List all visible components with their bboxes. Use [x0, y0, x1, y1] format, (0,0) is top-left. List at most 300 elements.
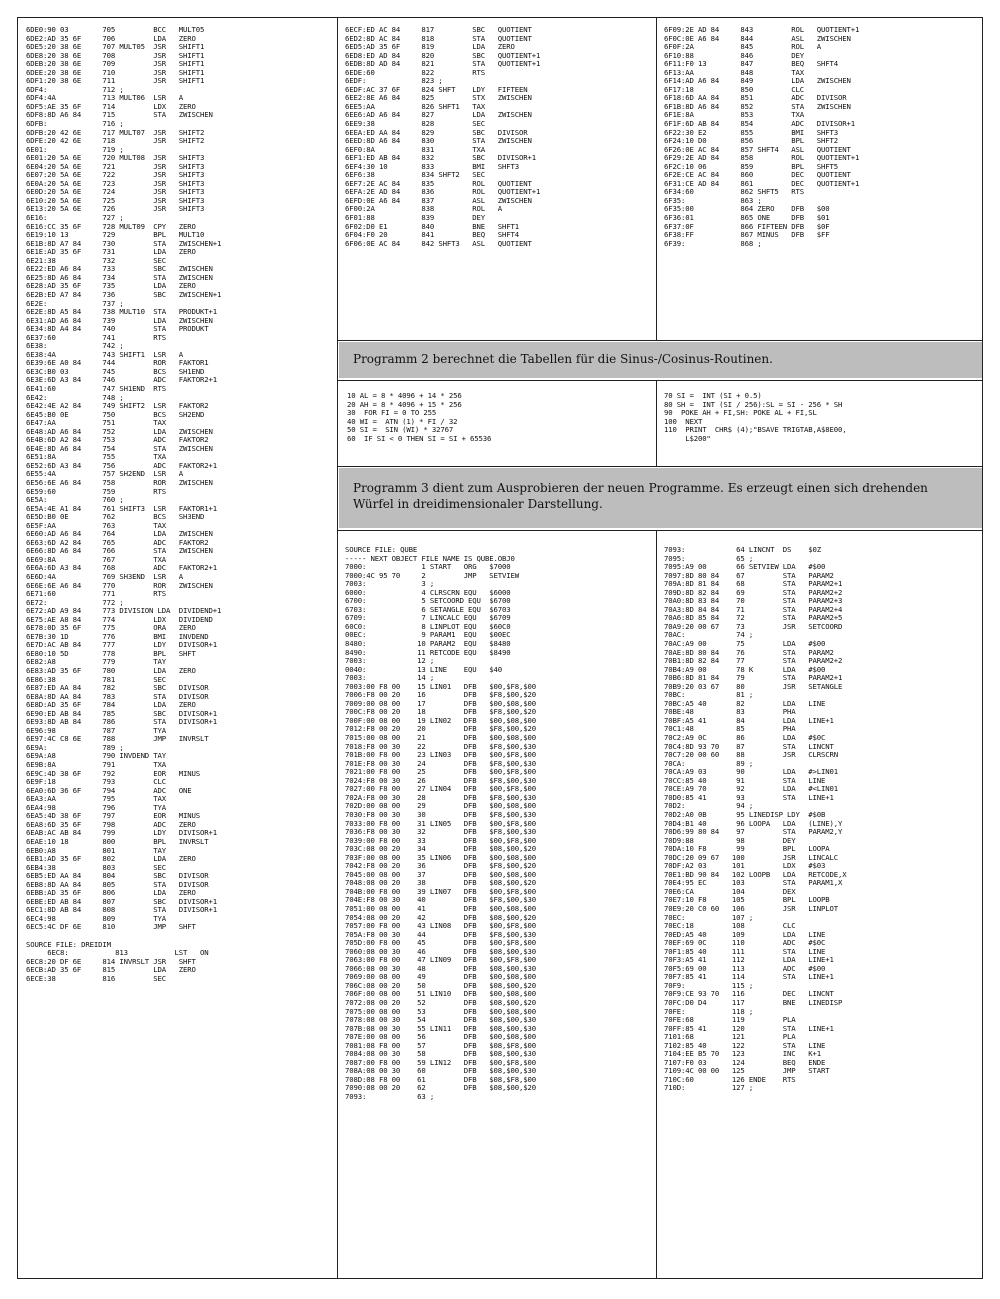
code-line: 6F18:6D AA 84 851 ADC DIVISOR [664, 93, 847, 103]
code-line: 110 PRINT CHR$ (4);"BSAVE TRIGTAB,A$8E00, [664, 425, 847, 435]
code-line: 70DF:A2 03 101 LDX #$03 [664, 861, 826, 871]
code-line: 6E93:8D AB 84 786 STA DIVISOR+1 [26, 717, 217, 727]
code-line: 701B:00 F8 00 23 LIN03 DFB $00,$F8,$00 [345, 750, 536, 760]
code-line: 6E25:8D A6 84 734 STA ZWISCHEN [26, 272, 213, 282]
code-line: SOURCE FILE: DREIDIM [26, 939, 111, 949]
code-line: 40 WI = ATN (1) * FI / 32 [347, 416, 458, 426]
code-line: 6EE2:8E A6 84 825 STX ZWISCHEN [345, 93, 532, 103]
code-line: 7018:F8 00 30 22 DFB $F8,$00,$30 [345, 741, 536, 751]
code-line: 6ED8:ED AD 84 820 SBC QUOTIENT+1 [345, 50, 541, 60]
code-line: 6E5F:AA 763 TAX [26, 520, 167, 530]
code-line: 6EA8:6D 35 6F 798 ADC ZERO [26, 819, 196, 829]
code-line: 70B1:8D 82 84 77 STA PARAM2+2 [664, 656, 843, 666]
code-line: 6DEB:20 38 6E 709 JSR SHIFT1 [26, 59, 205, 69]
code-line: 6DE0:90 03 705 BCC MULT05 [26, 26, 205, 34]
code-line: 6E1B:8D A7 84 730 STA ZWISCHEN+1 [26, 238, 222, 248]
code-line: 701E:F8 00 30 24 DFB $F8,$00,$30 [345, 758, 536, 768]
code-line: 707B:08 00 30 55 LIN11 DFB $08,$00,$30 [345, 1023, 536, 1033]
code-line: 70BF:A5 41 84 LDA LINE+1 [664, 715, 834, 725]
code-line: 6E59:60 759 RTS [26, 486, 167, 496]
code-line: 6F1E:8A 853 TXA [664, 110, 805, 120]
code-line: 60C0: 8 LINPLOT EQU $60C0 [345, 621, 511, 631]
code-line: 6EB8:8D AA 84 805 STA DIVISOR [26, 879, 209, 889]
code-line: 6F02:D0 E1 840 BNE SHFT1 [345, 221, 519, 231]
code-line: 6E13:20 5A 6E 726 JSR SHIFT3 [26, 204, 205, 214]
code-line: 6E19:10 13 729 BPL MULT10 [26, 230, 205, 240]
code-line: 705A:F8 00 30 44 DFB $F8,$00,$30 [345, 929, 536, 939]
code-line: 6E75:AE A8 84 774 LDX DIVIDEND [26, 614, 213, 624]
code-line: 7093: 63 ; [345, 1092, 435, 1101]
code-line: 7039:00 F8 00 33 DFB $00,$F8,$00 [345, 835, 536, 845]
code-line: 6E28:AD 35 6F 735 LDA ZERO [26, 281, 196, 291]
code-line: 70DC:20 09 67 100 JSR LINCALC [664, 852, 838, 862]
code-line: 8490: 11 RETCODE EQU $8490 [345, 647, 511, 657]
code-line: 7051:00 08 00 41 DFB $00,$08,$00 [345, 903, 536, 913]
code-line: 6F22:30 E2 855 BMI SHFT3 [664, 127, 838, 137]
code-line: 6E16:CC 35 6F 728 MULT09 CPY ZERO [26, 221, 196, 231]
code-line: 70AC: 74 ; [664, 630, 754, 640]
code-line: 6E66:8D A6 84 766 STA ZWISCHEN [26, 546, 213, 556]
code-line: 6F1F:6D AB 84 854 ADC DIVISOR+1 [664, 119, 855, 129]
code-line: 70CA: 89 ; [664, 758, 754, 768]
code-line: 70D9:88 98 DEY [664, 835, 796, 845]
code-line: 6E52:6D A3 84 756 ADC FAKTOR2+1 [26, 460, 217, 470]
code-line: 6DF8:8D A6 84 715 STA ZWISCHEN [26, 110, 213, 120]
program2-basic-right [664, 392, 978, 462]
code-line: 6E7D:AC AB 84 777 LDY DIVISOR+1 [26, 640, 217, 650]
code-line: 7003:00 F8 00 15 LIN01 DFB $00,$F8,$00 [345, 681, 536, 691]
code-line: 70B4:A9 00 78 K LDA #$00 [664, 664, 826, 674]
code-line: 6EA4:98 796 TYA [26, 802, 167, 812]
code-line: 7095:A9 00 66 SETVIEW LDA #$00 [664, 562, 826, 572]
code-line: 705D:00 F8 00 45 DFB $00,$F8,$00 [345, 938, 536, 948]
code-line: 6DFB: 716 ; [26, 119, 124, 129]
code-line: 7015:00 08 00 21 DFB $00,$08,$00 [345, 733, 536, 743]
code-line: 6EDE:60 822 RTS [345, 67, 486, 77]
code-line: 00EC: 9 PARAM1 EQU $00EC [345, 630, 511, 640]
code-line: 6E6E:6E A6 84 770 ROR ZWISCHEN [26, 580, 213, 590]
code-line: 6EF4:30 10 833 BMI SHFT3 [345, 161, 519, 171]
code-line: 6E5D:B0 0E 762 BCS SH3END [26, 512, 205, 522]
code-line: 70E4:95 EC 103 STA PARAM1,X [664, 878, 843, 888]
code-line: 6E0A:20 5A 6E 723 JSR SHIFT3 [26, 178, 205, 188]
code-line: 8480: 10 PARAM2 EQU $8480 [345, 639, 511, 649]
code-line: 6E69:8A 767 TXA [26, 554, 167, 564]
code-line: 6EFA:2E AD 84 836 ROL QUOTIENT+1 [345, 187, 541, 197]
code-line: 6F06:0E AC 84 842 SHFT3 ASL QUOTIENT [345, 238, 532, 248]
code-line: 6F0F:2A 845 ROL A [664, 42, 821, 52]
code-line: 7102:85 40 122 STA LINE [664, 1040, 826, 1050]
code-line: 7003: 3 ; [345, 579, 435, 589]
code-line: 70BC: 81 ; [664, 690, 754, 700]
code-line: 6000: 4 CLRSCRN EQU $6000 [345, 587, 511, 597]
code-line: 70F3:A5 41 112 LDA LINE+1 [664, 955, 834, 965]
code-line: 6EA5:4D 38 6F 797 EOR MINUS [26, 811, 200, 821]
code-line: 7000:4C 95 70 2 JMP SETVIEW [345, 570, 519, 580]
code-line: 6F31:CE AD 84 861 DEC QUOTIENT+1 [664, 178, 860, 188]
code-line: 6EB5:ED AA 84 804 SBC DIVISOR [26, 871, 209, 881]
code-line: 6DFB:20 42 6E 717 MULT07 JSR SHIFT2 [26, 127, 205, 137]
code-line: 6E8A:8D AA 84 783 STA DIVISOR [26, 691, 209, 701]
code-line: 70E6:CA 104 DEX [664, 886, 796, 896]
code-line: 7048:08 00 20 38 DFB $08,$00,$20 [345, 878, 536, 888]
code-line: 6E22:ED A6 84 733 SBC ZWISCHEN [26, 264, 213, 274]
code-line: 70FE:68 119 PLA [664, 1015, 796, 1025]
code-line: 7084:08 00 30 58 DFB $08,$00,$30 [345, 1049, 536, 1059]
code-line: 6EC8:20 DF 6E 814 INVRSLT JSR SHFT [26, 956, 196, 966]
code-line: 6F10:88 846 DEY [664, 50, 805, 60]
code-line: 7090:08 00 20 62 DFB $08,$00,$20 [345, 1083, 536, 1093]
code-line: 6E16: 727 ; [26, 213, 124, 223]
code-line: 70E7:10 F8 105 BPL LOOPB [664, 895, 830, 905]
code-line: 6E4B:6D A2 84 753 ADC FAKTOR2 [26, 435, 209, 445]
code-line: 70F1:85 40 111 STA LINE [664, 946, 826, 956]
code-line: 70DA:10 F8 99 BPL LOOPA [664, 844, 830, 854]
code-line: 6F37:0F 866 FIFTEEN DFB $0F [664, 221, 830, 231]
code-line: 700F:00 08 00 19 LIN02 DFB $00,$08,$00 [345, 715, 536, 725]
assembly-listing-column-2 [345, 26, 651, 336]
code-line: 6E96:98 787 TYA [26, 725, 167, 735]
code-line: 70CE:A9 70 92 LDA #<LIN01 [664, 784, 838, 794]
code-line: 6E9A: 789 ; [26, 742, 124, 752]
code-line: 7042:F8 00 20 36 DFB $F8,$00,$20 [345, 861, 536, 871]
code-line: 7054:08 00 20 42 DFB $08,$00,$20 [345, 912, 536, 922]
code-line: 6F09:2E AD 84 843 ROL QUOTIENT+1 [664, 26, 860, 34]
code-line: 6E9A:A8 790 INVDEND TAY [26, 751, 167, 761]
code-line: 6E45:B0 0E 750 BCS SH2END [26, 409, 205, 419]
code-line: 6ECB:AD 35 6F 815 LDA ZERO [26, 965, 196, 975]
code-line: 6F2C:10 06 859 BPL SHFT5 [664, 161, 838, 171]
code-line: 6E2E:8D A5 84 738 MULT10 STA PRODUKT+1 [26, 307, 217, 317]
code-line: 6E04:20 5A 6E 721 JSR SHIFT3 [26, 161, 205, 171]
code-line: 6E55:4A 757 SH2END LSR A [26, 469, 183, 479]
code-line: 708A:08 00 30 60 DFB $08,$00,$30 [345, 1066, 536, 1076]
code-line: 70EC: 107 ; [664, 912, 754, 922]
code-line: 7078:08 00 30 54 DFB $08,$00,$30 [345, 1015, 536, 1025]
code-line: 7109:4C 00 00 125 JMP START [664, 1066, 830, 1076]
code-line: 6E41:60 747 SH1END RTS [26, 383, 167, 393]
code-line: 6EEA:ED AA 84 829 SBC DIVISOR [345, 127, 528, 137]
code-line: 80 SH = INT (SI / 256):SL = SI - 256 * SH [664, 399, 843, 409]
code-line: 7075:00 08 00 53 DFB $00,$08,$00 [345, 1006, 536, 1016]
code-line: 70C1:48 85 PHA [664, 724, 796, 734]
code-line: 6F11:F0 13 847 BEQ SHFT4 [664, 59, 838, 69]
code-line: 7087:00 F8 00 59 LIN12 DFB $00,$F8,$00 [345, 1057, 536, 1067]
code-line: 6E3E:6D A3 84 746 ADC FAKTOR2+1 [26, 375, 217, 385]
column-divider-1 [337, 17, 338, 1279]
code-line: 6E47:AA 751 TAX [26, 418, 167, 428]
code-line: 6EC4:98 809 TYA [26, 913, 167, 923]
code-line: 6F29:2E AD 84 858 ROL QUOTIENT+1 [664, 153, 860, 163]
code-line: 6E9B:8A 791 TXA [26, 760, 167, 770]
code-line: 7003: 14 ; [345, 673, 435, 683]
code-line: 6E80:10 5D 778 BPL SHFT [26, 648, 196, 658]
code-line: 6E42:4E A2 84 749 SHIFT2 LSR FAKTOR2 [26, 401, 209, 411]
code-line: 709A:8D 81 84 68 STA PARAM2+1 [664, 579, 843, 589]
code-line: 6DF4:4A 713 MULT06 LSR A [26, 93, 183, 103]
code-line: 6F13:AA 848 TAX [664, 67, 805, 77]
rule-above-caption2 [337, 340, 983, 341]
code-line: 6EF7:2E AC 84 835 ROL QUOTIENT [345, 178, 532, 188]
code-line: 6E72:AD A9 84 773 DIVISION LDA DIVIDEND+1 [26, 606, 222, 616]
code-line: 6EE6:AD A6 84 827 LDA ZWISCHEN [345, 110, 532, 120]
code-line: 6F14:AD A6 84 849 LDA ZWISCHEN [664, 76, 851, 86]
program2-divider [656, 380, 657, 466]
code-line: 6E0D:20 5A 6E 724 JSR SHIFT3 [26, 187, 205, 197]
code-line: 70C7:20 00 60 88 JSR CLRSCRN [664, 750, 838, 760]
code-line: 6EF0:8A 831 TXA [345, 144, 486, 154]
code-line: 6DE5:20 38 6E 707 MULT05 JSR SHIFT1 [26, 42, 205, 52]
code-line: 70A3:8D 84 84 71 STA PARAM2+4 [664, 604, 843, 614]
code-line: 6EB4:38 803 SEC [26, 862, 167, 872]
code-line: 703C:08 00 20 34 DFB $08,$00,$20 [345, 844, 536, 854]
code-line: 7097:8D 80 84 67 STA PARAM2 [664, 570, 834, 580]
code-line: 70FF:85 41 120 STA LINE+1 [664, 1023, 834, 1033]
code-line: 6E01:20 5A 6E 720 MULT08 JSR SHIFT3 [26, 153, 205, 163]
code-line: 7003: 12 ; [345, 656, 435, 666]
code-line: 70C4:8D 93 70 87 STA LINCNT [664, 741, 834, 751]
code-line: 706F:00 08 00 51 LIN10 DFB $00,$08,$00 [345, 989, 536, 999]
code-line: 6E8D:AD 35 6F 784 LDA ZERO [26, 700, 196, 710]
code-line: 6E10:20 5A 6E 725 JSR SHIFT3 [26, 195, 205, 205]
code-line: 6E63:6D A2 84 765 ADC FAKTOR2 [26, 537, 209, 547]
code-line: 6E2E: 737 ; [26, 298, 124, 308]
code-line: 7081:08 F8 00 57 DFB $08,$F8,$00 [345, 1040, 536, 1050]
code-line: 7063:00 F8 00 47 LIN09 DFB $00,$F8,$00 [345, 955, 536, 965]
code-line: 6ECF:ED AC 84 817 SBC QUOTIENT [345, 26, 532, 34]
code-line: 6E72: 772 ; [26, 597, 124, 607]
code-line: 6E6D:4A 769 SH3END LSR A [26, 572, 183, 581]
code-line: 70 SI = INT (SI + 0.5) [664, 392, 762, 400]
code-line: 6E31:AD A6 84 739 LDA ZWISCHEN [26, 315, 213, 325]
code-line: 7030:F8 00 30 30 DFB $F8,$00,$30 [345, 809, 536, 819]
code-line: 6E07:20 5A 6E 722 JSR SHIFT3 [26, 170, 205, 180]
code-line: 6E97:4C C8 6E 788 JMP INVRSLT [26, 734, 209, 744]
code-line: 70D2:A0 0B 95 LINEDISP LDY #$0B [664, 809, 826, 819]
program3-divider [656, 530, 657, 1279]
code-line: 6E3C:B0 03 745 BCS SH1END [26, 366, 205, 376]
code-line: 6E2B:ED A7 84 736 SBC ZWISCHEN+1 [26, 289, 222, 299]
code-line: 6E5A: 760 ; [26, 495, 124, 505]
code-line: 6EBE:ED AB 84 807 SBC DIVISOR+1 [26, 896, 217, 906]
code-line: 707E:00 08 00 56 DFB $00,$08,$00 [345, 1032, 536, 1042]
code-line: 6DF5:AE 35 6F 714 LDX ZERO [26, 101, 196, 111]
code-line: 90 POKE AH + FI,SH: POKE AL + FI,SL [664, 408, 817, 418]
code-line: 70FE: 118 ; [664, 1006, 754, 1016]
code-line: 6F01:88 839 DEY [345, 213, 486, 223]
code-line: 6EAB:AC AB 84 799 LDY DIVISOR+1 [26, 828, 217, 838]
code-line: 6EC5:4C DF 6E 810 JMP SHFT [26, 922, 196, 932]
code-line: 70B9:20 03 67 80 JSR SETANGLE [664, 681, 843, 691]
code-line: 70C2:A9 0C 86 LDA #$0C [664, 733, 826, 743]
code-line: 70EF:69 0C 110 ADC #$0C [664, 938, 826, 948]
code-line: 6DFE:20 42 6E 718 JSR SHIFT2 [26, 136, 205, 146]
code-line: L$200" [664, 433, 711, 443]
code-line: 6ED5:AD 35 6F 819 LDA ZERO [345, 42, 515, 52]
code-line: 6E34:8D A4 84 740 STA PRODUKT [26, 324, 209, 334]
code-line: 6EDB:8D AD 84 821 STA QUOTIENT+1 [345, 59, 541, 69]
code-line: 6E71:60 771 RTS [26, 589, 167, 599]
code-line: 6F34:60 862 SHFT5 RTS [664, 187, 805, 197]
qube-listing-left [345, 546, 651, 1274]
code-line: SOURCE FILE: QUBE [345, 546, 418, 554]
code-line: 6E78:0D 35 6F 775 ORA ZERO [26, 623, 196, 633]
code-line: 6E9C:4D 38 6F 792 EOR MINUS [26, 768, 200, 778]
code-line: 6F00:2A 838 ROL A [345, 204, 502, 214]
code-line: 7072:08 00 20 52 DFB $08,$00,$20 [345, 997, 536, 1007]
program2-caption: Programm 2 berechnet die Tabellen für die Sinus-/Cosinus-Routinen. [339, 342, 982, 378]
code-line: 6E39:6E A0 84 744 ROR FAKTOR1 [26, 358, 209, 368]
program3-caption: Programm 3 dient zum Ausprobieren der neuen Programme. Es erzeugt einen sich drehenden Würfel in dreidimensionaler Darstellung. [339, 468, 982, 528]
code-line: 6EAE:10 18 800 BPL INVRSLT [26, 836, 209, 846]
code-line: 6EA0:6D 36 6F 794 ADC ONE [26, 785, 192, 795]
code-line: 708D:08 F8 00 61 DFB $08,$F8,$00 [345, 1074, 536, 1084]
code-line: 70E1:BD 90 84 102 LOOPB LDA RETCODE,X [664, 869, 847, 879]
code-line: 6EFD:0E A6 84 837 ASL ZWISCHEN [345, 195, 532, 205]
code-line: 6E37:60 741 RTS [26, 332, 167, 342]
code-line: 6EB1:AD 35 6F 802 LDA ZERO [26, 854, 196, 864]
code-line: 7036:F8 00 30 32 DFB $F8,$00,$30 [345, 827, 536, 837]
code-line: 6DE2:AD 35 6F 706 LDA ZERO [26, 33, 196, 43]
code-line: 70BE:48 83 PHA [664, 707, 796, 717]
code-line: 6EC1:8D AB 84 808 STA DIVISOR+1 [26, 905, 217, 915]
code-line: 6ED2:8D AC 84 818 STA QUOTIENT [345, 33, 532, 43]
code-line: 7069:00 08 00 49 DFB $00,$08,$00 [345, 972, 536, 982]
code-line: 6709: 7 LINCALC EQU $6709 [345, 613, 511, 623]
code-line: 7033:00 F8 00 31 LIN05 DFB $00,$F8,$00 [345, 818, 536, 828]
code-line: 6E01: 719 ; [26, 144, 124, 154]
assembly-listing-column-1 [26, 26, 332, 1274]
code-line: 10 AL = 8 * 4096 + 14 * 256 [347, 392, 462, 400]
code-line: 100 NEXT [664, 416, 703, 426]
code-line: 70E9:20 C0 60 106 JSR LINPLOT [664, 903, 838, 913]
code-line: 6EBB:AD 35 6F 806 LDA ZERO [26, 888, 196, 898]
code-line: 70CC:85 40 91 STA LINE [664, 775, 826, 785]
code-line: 6703: 6 SETANGLE EQU $6703 [345, 604, 511, 614]
code-line: ----- NEXT OBJECT FILE NAME IS QUBE.OBJ0 [345, 553, 515, 563]
code-line: 6F35: 863 ; [664, 195, 762, 205]
code-line: 704B:00 F8 00 39 LIN07 DFB $00,$F8,$00 [345, 886, 536, 896]
code-line: 70D2: 94 ; [664, 801, 754, 811]
code-line: 6700: 5 SETCOORD EQU $6700 [345, 596, 511, 606]
code-line: 6EED:8D A6 84 830 STA ZWISCHEN [345, 136, 532, 146]
code-line: 20 AH = 8 * 4096 + 15 * 256 [347, 399, 462, 409]
code-line: 6E6A:6D A3 84 768 ADC FAKTOR2+1 [26, 563, 217, 573]
code-line: 70B6:8D 81 84 79 STA PARAM2+1 [664, 673, 843, 683]
code-line: 50 SI = SIN (WI) * 32767 [347, 425, 454, 435]
code-line: 70ED:A5 40 109 LDA LINE [664, 929, 826, 939]
code-line: 7057:00 F8 00 43 LIN08 DFB $00,$F8,$00 [345, 921, 536, 931]
code-line: 7095: 65 ; [664, 553, 754, 563]
code-line: 6F39: 868 ; [664, 238, 762, 248]
rule-above-caption3 [337, 466, 983, 467]
code-line: 6F38:FF 867 MINUS DFB $FF [664, 230, 830, 240]
code-line: 7021:00 F8 00 25 DFB $00,$F8,$00 [345, 767, 536, 777]
code-line: 70A9:20 00 67 73 JSR SETCOORD [664, 621, 843, 631]
code-line: 7012:F8 00 20 20 DFB $F8,$00,$20 [345, 724, 536, 734]
code-line: 6F26:0E AC 84 857 SHFT4 ASL QUOTIENT [664, 144, 851, 154]
code-line: 6F24:10 D0 856 BPL SHFT2 [664, 136, 838, 146]
code-line: 70BC:A5 40 82 LDA LINE [664, 698, 826, 708]
code-line: 7006:F8 00 20 16 DFB $F8,$00,$20 [345, 690, 536, 700]
code-line: 70FC:D0 D4 117 BNE LINEDISP [664, 997, 843, 1007]
code-line: 6E82:A8 779 TAY [26, 657, 167, 667]
code-line: 70D6:99 80 84 97 STA PARAM2,Y [664, 827, 843, 837]
code-line: 6E7B:30 1D 776 BMI INVDEND [26, 631, 209, 641]
code-line: 6E90:ED AB 84 785 SBC DIVISOR+1 [26, 708, 217, 718]
code-line: 6DF1:20 38 6E 711 JSR SHIFT1 [26, 76, 205, 86]
code-line: 6F04:F0 20 841 BEQ SHFT4 [345, 230, 519, 240]
code-line: 710C:60 126 ENDE RTS [664, 1074, 796, 1084]
code-line: 70CA:A9 03 90 LDA #>LIN01 [664, 767, 838, 777]
column-divider-2 [656, 17, 657, 340]
code-line: 6E9F:18 793 CLC [26, 777, 167, 787]
assembly-listing-column-3 [664, 26, 978, 336]
code-line: 6E42: 748 ; [26, 392, 124, 402]
code-line: 6E51:8A 755 TXA [26, 452, 167, 462]
code-line: 7066:08 00 30 48 DFB $08,$00,$30 [345, 963, 536, 973]
code-line: 6EC8: 813 LST ON [26, 948, 209, 958]
code-line: 706C:08 00 20 50 DFB $08,$00,$20 [345, 980, 536, 990]
code-line: 6EF6:38 834 SHFT2 SEC [345, 170, 486, 180]
code-line: 7045:00 08 00 37 DFB $00,$08,$00 [345, 869, 536, 879]
code-line: 710D: 127 ; [664, 1083, 754, 1093]
code-line: 70D4:B1 40 96 LOOPA LDA (LINE),Y [664, 818, 843, 828]
code-line: 70AE:8D 80 84 76 STA PARAM2 [664, 647, 834, 657]
code-line: 6E38:4A 743 SHIFT1 LSR A [26, 349, 183, 359]
rule-below-caption3 [337, 530, 983, 531]
rule-below-caption2 [337, 380, 983, 381]
code-line: 70A0:8D 83 84 70 STA PARAM2+3 [664, 596, 843, 606]
code-line: 6EDF:AC 37 6F 824 SHFT LDY FIFTEEN [345, 84, 528, 94]
code-line: 70F9: 115 ; [664, 980, 754, 990]
code-line: 6E60:AD A6 84 764 LDA ZWISCHEN [26, 529, 213, 539]
code-line: 709D:8D 82 84 69 STA PARAM2+2 [664, 587, 843, 597]
code-line: 702D:00 08 00 29 DFB $00,$08,$00 [345, 801, 536, 811]
code-line: 6EB0:A8 801 TAY [26, 845, 167, 855]
code-line: 60 IF SI < 0 THEN SI = SI + 65536 [347, 433, 492, 443]
code-line: 6E87:ED AA 84 782 SBC DIVISOR [26, 683, 209, 693]
code-line: 70D0:85 41 93 STA LINE+1 [664, 792, 834, 802]
code-line: 6EA3:AA 795 TAX [26, 794, 167, 804]
code-line: 6EE9:38 828 SEC [345, 119, 486, 129]
code-line: 7009:00 08 00 17 DFB $00,$08,$00 [345, 698, 536, 708]
code-line: 7000: 1 START ORG $7000 [345, 562, 511, 572]
code-line: 703F:00 08 00 35 LIN06 DFB $00,$08,$00 [345, 852, 536, 862]
code-line: 700C:F8 00 20 18 DFB $F8,$00,$20 [345, 707, 536, 717]
code-line: 6ECE:38 816 SEC [26, 973, 167, 983]
code-line: 6E48:AD A6 84 752 LDA ZWISCHEN [26, 426, 213, 436]
code-line: 6DEE:20 38 6E 710 JSR SHIFT1 [26, 67, 205, 77]
code-line: 70EC:18 108 CLC [664, 921, 796, 931]
code-line: 704E:F8 00 30 40 DFB $F8,$00,$30 [345, 895, 536, 905]
code-line: 6E1E:AD 35 6F 731 LDA ZERO [26, 247, 196, 257]
code-line: 7024:F8 00 30 26 DFB $F8,$00,$30 [345, 775, 536, 785]
code-line: 7027:00 F8 00 27 LIN04 DFB $00,$F8,$00 [345, 784, 536, 794]
code-line: 70F7:85 41 114 STA LINE+1 [664, 972, 834, 982]
code-line: 6E56:6E A6 84 758 ROR ZWISCHEN [26, 477, 213, 487]
code-line: 7104:EE B5 70 123 INC K+1 [664, 1049, 821, 1059]
code-line: 30 FOR FI = 0 TO 255 [347, 408, 437, 418]
code-line: 6E86:38 781 SEC [26, 674, 167, 684]
qube-listing-right [664, 546, 978, 1274]
code-line: 6E4E:8D A6 84 754 STA ZWISCHEN [26, 443, 213, 453]
code-line: 6F1B:8D A6 84 852 STA ZWISCHEN [664, 101, 851, 111]
code-line: 6E21:38 732 SEC [26, 255, 167, 265]
code-line: 7107:F0 03 124 BEQ ENDE [664, 1057, 826, 1067]
code-line: 0040: 13 LINE EQU $40 [345, 664, 502, 674]
code-line: 7060:08 00 30 46 DFB $08,$00,$30 [345, 946, 536, 956]
